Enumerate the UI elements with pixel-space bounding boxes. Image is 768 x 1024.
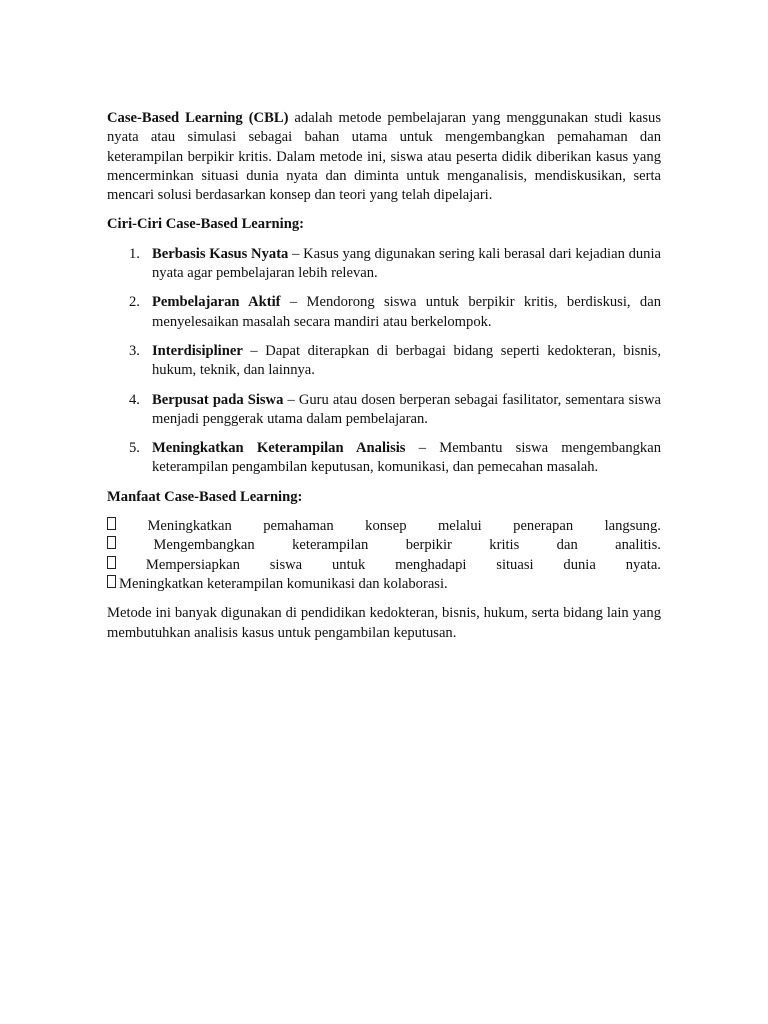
intro-paragraph: [107, 109, 661, 205]
list-item-term: Meningkatkan Keterampilan Analisis: [152, 440, 406, 457]
benefit-word: nyata.: [625, 556, 661, 573]
list-item-number: 5.: [129, 440, 140, 457]
list-item-term: Berpusat pada Siswa: [152, 391, 284, 408]
benefit-item: [107, 517, 661, 536]
list-item-term: Pembelajaran Aktif: [152, 294, 281, 311]
list-item: [107, 342, 661, 381]
intro-text: adalah metode pembelajaran yang menggunakan studi kasus nyata atau simulasi sebagai bahan utama untuk mengembangkan pemahaman dan keterampilan berpikir kritis. Dalam metode ini, siswa atau peserta didik diberikan kasus yang mencerminkan situasi dunia nyata dan diminta untuk menganalisis, mendiskusikan, serta mencari solusi berdasarkan konsep dan teori yang telah dipelajari.: [107, 110, 662, 204]
benefit-word: Mempersiapkan: [145, 556, 240, 573]
list-item: [107, 245, 661, 284]
benefit-word: berpikir: [405, 537, 452, 554]
features-list: [107, 245, 661, 478]
list-item-term: Interdisipliner: [152, 342, 243, 359]
benefits-list: [107, 517, 661, 594]
benefit-word: analitis.: [615, 537, 661, 554]
list-item-number: 3.: [129, 342, 140, 359]
benefit-item: [107, 536, 661, 555]
benefit-word: keterampilan: [292, 537, 369, 554]
list-item-number: 4.: [129, 391, 140, 408]
list-item-number: 2.: [129, 294, 140, 311]
list-item-text: – Dapat diterapkan di berbagai bidang seperti kedokteran, bisnis, hukum, teknik, dan lainnya.: [152, 342, 661, 379]
benefit-word: melalui: [437, 518, 482, 535]
benefit-word: konsep: [365, 518, 407, 535]
benefit-word: Meningkatkan: [147, 518, 232, 535]
benefit-word: untuk: [332, 556, 366, 573]
benefit-word: Mengembangkan: [153, 537, 255, 554]
list-item-term: Berbasis Kasus Nyata: [152, 245, 289, 262]
list-item: [107, 293, 661, 332]
missing-glyph-icon: [107, 517, 116, 530]
list-item: [107, 391, 661, 430]
benefit-item: [107, 575, 661, 594]
benefit-word: siswa: [269, 556, 303, 573]
list-item-number: 1.: [129, 245, 140, 262]
benefit-text: Meningkatkan keterampilan komunikasi dan kolaborasi.: [119, 575, 448, 592]
benefits-heading: Manfaat Case-Based Learning:: [107, 488, 303, 505]
list-item: [107, 439, 661, 478]
list-item-text: – Kasus yang digunakan sering kali berasal dari kejadian dunia nyata agar pembelajaran lebih relevan.: [152, 245, 661, 282]
features-heading: Ciri-Ciri Case-Based Learning:: [107, 216, 304, 233]
benefit-word: menghadapi: [395, 556, 467, 573]
benefit-word: langsung.: [604, 518, 661, 535]
benefit-word: dan: [556, 537, 578, 554]
benefit-word: penerapan: [513, 518, 574, 535]
document-page: [107, 109, 661, 643]
missing-glyph-icon: [107, 575, 116, 588]
missing-glyph-icon: [107, 556, 116, 569]
benefit-word: kritis: [489, 537, 520, 554]
benefit-word: pemahaman: [263, 518, 334, 535]
list-item-text: – Mendorong siswa untuk berpikir kritis, berdiskusi, dan menyelesaikan masalah secara mandiri atau berkelompok.: [152, 294, 661, 330]
closing-paragraph: Metode ini banyak digunakan di pendidikan kedokteran, bisnis, hukum, serta bidang lain yang membutuhkan analisis kasus untuk pengambilan keputusan.: [107, 605, 661, 641]
benefit-item: [107, 556, 661, 575]
benefit-word: situasi: [496, 556, 534, 573]
benefit-word: dunia: [563, 556, 596, 573]
missing-glyph-icon: [107, 536, 116, 549]
intro-term: Case-Based Learning (CBL): [107, 110, 289, 126]
list-item-text: – Membantu siswa mengembangkan keterampilan pengambilan keputusan, komunikasi, dan pemecahan masalah.: [152, 440, 661, 476]
list-item-text: – Guru atau dosen berperan sebagai fasilitator, sementara siswa menjadi penggerak utama dalam pembelajaran.: [152, 391, 661, 427]
